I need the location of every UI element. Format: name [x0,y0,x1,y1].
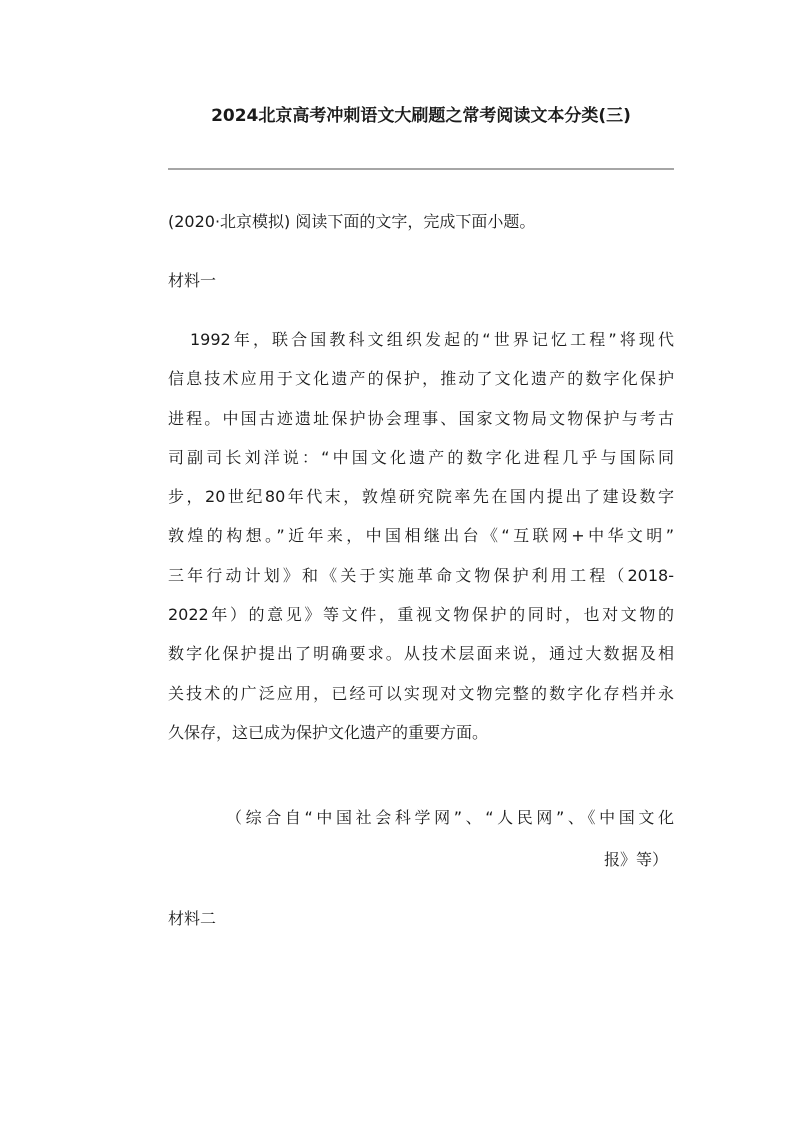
paragraph-line: 1992年，联合国教科文组织发起的“世界记忆工程”将现代 [190,330,674,349]
material-2-heading: 材料二 [168,909,217,928]
material-1-source [168,806,674,890]
paragraph-line: 敦煌的构想。”近年来，中国相继出台《“互联网+中华文明” [168,526,674,546]
paragraph-line: 进程。中国古迹遗址保护协会理事、国家文物局文物保护与考古 [168,408,674,428]
paragraph-line: 2022年）的意见》等文件，重视文物保护的同时，也对文物的 [168,605,674,625]
title-divider [168,168,674,170]
document-title: 2024北京高考冲刺语文大刷题之常考阅读文本分类(三) [211,106,631,126]
paragraph-line: 关技术的广泛应用，已经可以实现对文物完整的数字化存档并永 [168,683,674,703]
material-1-paragraph [168,328,674,760]
material-1-heading: 材料一 [168,271,217,290]
paragraph-line: 数字化保护提出了明确要求。从技术层面来说，通过大数据及相 [168,644,674,664]
paragraph-line: 久保存，这已成为保护文化遗产的重要方面。 [168,722,489,742]
paragraph-line: 司副司长刘洋说：“中国文化遗产的数字化进程几乎与国际同 [168,447,674,467]
paragraph-line: 三年行动计划》和《关于实施革命文物保护利用工程（2018- [168,565,674,585]
source-line: 报》等） [603,850,668,869]
question-intro: (2020·北京模拟) 阅读下面的文字，完成下面小题。 [168,212,536,231]
paragraph-line: 步，20世纪80年代末，敦煌研究院率先在国内提出了建设数字 [168,487,674,507]
source-line: （综合自“中国社会科学网”、“人民网”、《中国文化 [226,808,674,827]
paragraph-line: 信息技术应用于文化遗产的保护，推动了文化遗产的数字化保护 [168,369,674,389]
